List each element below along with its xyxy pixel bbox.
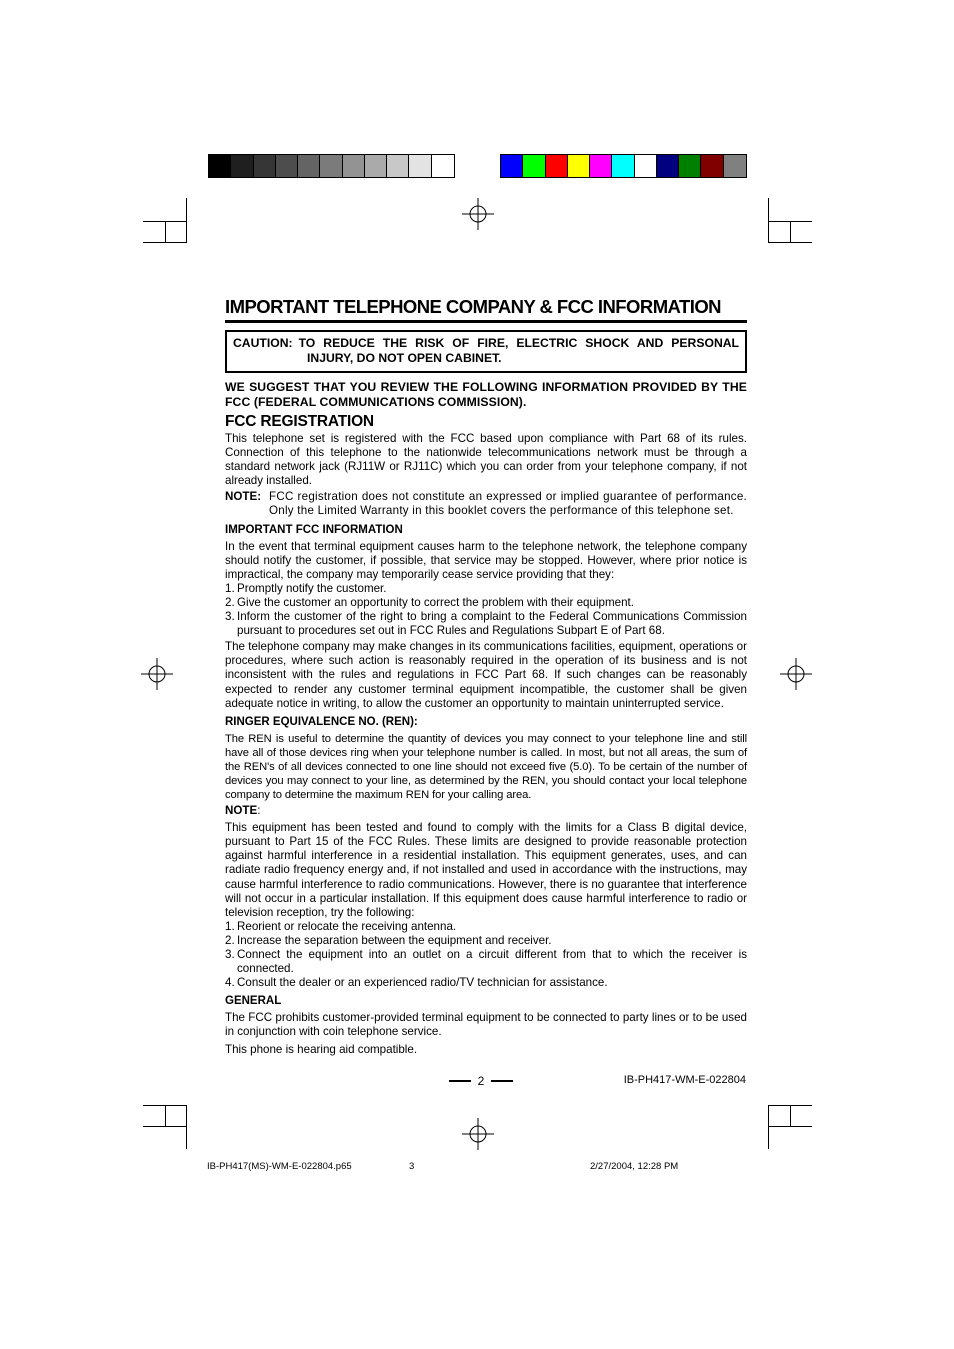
general-body: The FCC prohibits customer-provided terminal equipment to be connected to party lines or to be used in conjunction with coin telephone service. — [225, 1011, 747, 1039]
fcc-registration-note — [225, 490, 747, 518]
registration-mark-right-icon — [780, 658, 812, 690]
page-number: 2 — [446, 1073, 516, 1089]
slug-date: 2/27/2004, 12:28 PM — [590, 1161, 679, 1172]
caution-text-line2: INJURY, DO NOT OPEN CABINET. — [307, 351, 502, 365]
gray-swatch-3 — [254, 155, 276, 177]
color-swatch-7 — [635, 155, 657, 177]
gray-swatch-10 — [409, 155, 431, 177]
note-body: This equipment has been tested and found to comply with the limits for a Class B digital device, pursuant to Part 15 of the FCC Rules. These limits are designed to provide reasonable protection against harmful interference in a residential installation. This equipment generates, uses, and can radiate radio frequency energy and, if not installed and used in accordance with the instructions, may cause harmful interference to radio communications. However, there is no guarantee that interference will not occur in a particular installation. If this equipment does cause harmful interference to radio or television reception, try the following: — [225, 821, 747, 919]
list-item: 3. Connect the equipment into an outlet on a circuit different from that to which the receiver is connected. — [225, 948, 747, 976]
gray-swatch-2 — [231, 155, 253, 177]
important-fcc-intro: In the event that terminal equipment causes harm to the telephone network, the telephone company should notify the customer, if possible, that service may be stopped. However, where prior notice is impractical, the company may temporarily cease service providing that they: — [225, 539, 747, 581]
gray-swatch-6 — [320, 155, 342, 177]
gray-swatch-1 — [209, 155, 231, 177]
gray-swatch-7 — [343, 155, 365, 177]
slug-page: 3 — [409, 1161, 415, 1172]
color-swatch-3 — [546, 155, 568, 177]
page-title: IMPORTANT TELEPHONE COMPANY & FCC INFORMATION — [225, 296, 721, 317]
list-item: 1. Reorient or relocate the receiving antenna. — [225, 919, 457, 933]
caution-box — [225, 330, 747, 373]
list-item: 1. Promptly notify the customer. — [225, 581, 387, 595]
color-swatch-6 — [612, 155, 634, 177]
list-item: 3. Inform the customer of the right to bring a complaint to the Federal Communications Commission pursuant to procedures set out in FCC Rules and Regulations Subpart E of Part 68. — [225, 610, 747, 638]
note-heading: NOTE: — [225, 804, 261, 818]
color-swatch-1 — [501, 155, 523, 177]
gray-swatch-5 — [298, 155, 320, 177]
important-fcc-heading: IMPORTANT FCC INFORMATION — [225, 523, 403, 536]
ren-body: The REN is useful to determine the quantity of devices you may connect to your telephone line and still have all of those devices ring when your telephone number is called. In most, but not all areas, the sum of the REN's of all devices connected to one line should not exceed five (5.0). To be certain of the number of devices you may connect to your line, as determined by the REN, you should contact your local telephone company to determine the maximum REN for your calling area. — [225, 732, 747, 802]
color-swatch-4 — [568, 155, 590, 177]
color-swatch-5 — [590, 155, 612, 177]
color-swatch-9 — [679, 155, 701, 177]
color-swatch-11 — [724, 155, 746, 177]
note-text: FCC registration does not constitute an expressed or implied guarantee of performance. Only the Limited Warranty in this booklet covers the performance of this telephone set. — [269, 490, 747, 518]
list-item: 2. Increase the separation between the equipment and receiver. — [225, 933, 552, 947]
hearing-aid-note: This phone is hearing aid compatible. — [225, 1043, 418, 1057]
color-swatch-8 — [657, 155, 679, 177]
registration-mark-left-icon — [141, 658, 173, 690]
document-code: IB-PH417-WM-E-022804 — [623, 1074, 746, 1086]
grayscale-color-bar — [208, 154, 455, 178]
fcc-registration-heading: FCC REGISTRATION — [225, 413, 374, 430]
interference-list — [225, 920, 747, 990]
color-swatch-10 — [701, 155, 723, 177]
gray-swatch-9 — [387, 155, 409, 177]
fcc-registration-body: This telephone set is registered with the FCC based upon compliance with Part 68 of its rules. Connection of this telephone to the nationwide telecommunications network must be through a standard network jack (RJ11W or RJ11C) which you can order from your telephone company, if not already installed. — [225, 432, 747, 488]
gray-swatch-4 — [276, 155, 298, 177]
process-color-bar — [500, 154, 747, 178]
note-label: NOTE: — [225, 490, 262, 504]
registration-mark-bottom-icon — [462, 1118, 494, 1150]
registration-mark-top-icon — [462, 198, 494, 230]
list-item: 4. Consult the dealer or an experienced radio/TV technician for assistance. — [225, 976, 608, 990]
general-heading: GENERAL — [225, 995, 282, 1008]
important-fcc-list — [225, 582, 747, 638]
color-swatch-2 — [523, 155, 545, 177]
ren-heading: RINGER EQUIVALENCE NO. (REN): — [225, 715, 418, 728]
gray-swatch-8 — [365, 155, 387, 177]
caution-label: CAUTION: — [233, 336, 293, 350]
caution-text-line1: TO REDUCE THE RISK OF FIRE, ELECTRIC SHOCK AND PERSONAL — [298, 336, 739, 350]
document-content — [225, 296, 747, 1058]
title-rule — [225, 320, 747, 323]
slug-filename: IB-PH417(MS)-WM-E-022804.p65 — [207, 1161, 352, 1172]
gray-swatch-11 — [432, 155, 454, 177]
important-fcc-closing: The telephone company may make changes in its communications facilities, equipment, operations or procedures, where such action is reasonably required in the operation of its business and is not inconsistent with the rules and regulations in FCC Part 68. If such changes can be reasonably expected to render any customer terminal equipment incompatible, the customer shall be given adequate notice in writing, to allow the customer an opportunity to maintain uninterrupted service. — [225, 640, 747, 710]
suggestion-notice: WE SUGGEST THAT YOU REVIEW THE FOLLOWING INFORMATION PROVIDED BY THE FCC (FEDERAL COMMUNICATIONS COMMISSION). — [225, 380, 747, 409]
list-item: 2. Give the customer an opportunity to correct the problem with their equipment. — [225, 595, 634, 609]
